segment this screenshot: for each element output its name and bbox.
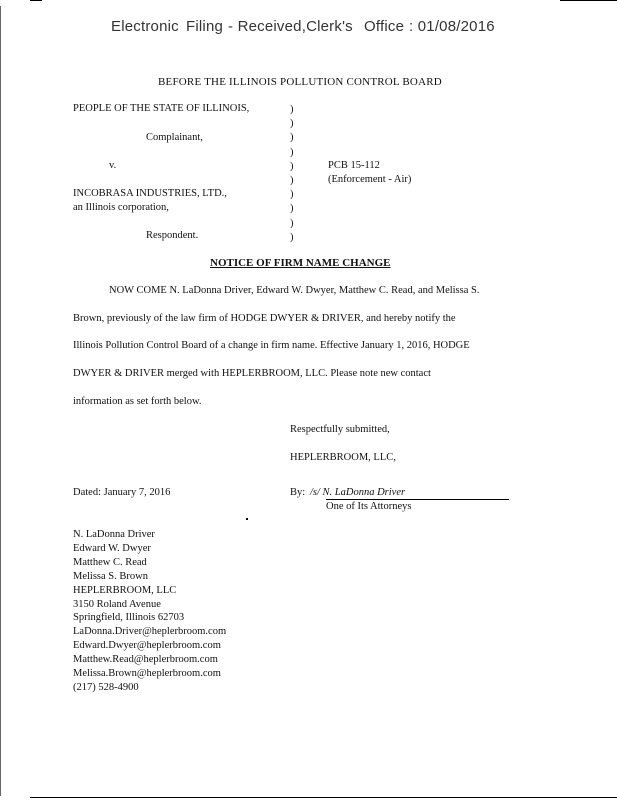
address-line: Springfield, Illinois 62703	[73, 612, 185, 624]
address-line: Melissa S. Brown	[73, 570, 148, 582]
address-line: Edward W. Dwyer	[73, 542, 151, 554]
case-type: (Enforcement - Air)	[328, 174, 412, 185]
paren: )	[290, 231, 294, 243]
paren: )	[290, 189, 294, 201]
address-line: HEPLERBROOM, LLC	[73, 584, 177, 596]
notice-title: NOTICE OF FIRM NAME CHANGE	[210, 257, 391, 269]
scan-edge-top-right	[560, 0, 617, 1]
paren: )	[290, 104, 294, 115]
stamp-office: Office	[364, 18, 405, 35]
respectfully-submitted: Respectfully submitted,	[290, 424, 390, 435]
address-block	[73, 528, 226, 695]
scan-edge-bottom	[30, 797, 617, 798]
attorneys-label: One of Its Attorneys	[326, 501, 412, 512]
body-line: Illinois Pollution Control Board of a change in firm name. Effective January 1, 2016, HODGE	[73, 340, 470, 351]
paren: )	[290, 203, 294, 215]
signature-line	[326, 499, 509, 500]
case-number: PCB 15-112	[328, 160, 380, 171]
paren: )	[290, 217, 294, 229]
email-line: LaDonna.Driver@heplerbroom.com	[73, 626, 227, 638]
email-line: Matthew.Read@heplerbroom.com	[73, 654, 218, 666]
scan-speck	[246, 518, 248, 520]
paren: )	[290, 118, 294, 130]
paren: )	[290, 132, 294, 144]
plaintiff-role: Complainant,	[146, 132, 203, 143]
dated-line: Dated: January 7, 2016	[73, 487, 171, 498]
paren: )	[290, 146, 294, 158]
stamp-date: : 01/08/2016	[409, 18, 495, 35]
address-line: Matthew C. Read	[73, 556, 147, 568]
body-line: information as set forth below.	[73, 396, 202, 407]
email-line: Melissa.Brown@heplerbroom.com	[73, 668, 221, 680]
stamp-filing: Filing	[186, 18, 224, 35]
plaintiff-name: PEOPLE OF THE STATE OF ILLINOIS,	[73, 103, 250, 114]
firm-name: HEPLERBROOM, LLC,	[290, 452, 396, 463]
stamp-electronic: Electronic	[111, 18, 179, 35]
signature: /s/ N. LaDonna Driver	[310, 487, 406, 498]
board-heading: BEFORE THE ILLINOIS POLLUTION CONTROL BOARD	[158, 76, 442, 88]
paren: )	[290, 175, 294, 187]
scan-edge-left	[0, 6, 1, 796]
body-line: Brown, previously of the law firm of HODGE DWYER & DRIVER, and hereby notify the	[73, 313, 456, 324]
defendant-name: INCOBRASA INDUSTRIES, LTD.,	[73, 188, 227, 199]
address-line: 3150 Roland Avenue	[73, 598, 161, 610]
defendant-role: Respondent.	[146, 230, 199, 241]
versus: v.	[109, 160, 117, 171]
address-line: N. LaDonna Driver	[73, 529, 155, 540]
stamp-received: - Received,Clerk's	[228, 18, 353, 35]
paren: )	[290, 160, 294, 172]
email-line: Edward.Dwyer@heplerbroom.com	[73, 640, 221, 652]
by-label: By:	[290, 487, 306, 498]
phone-line: (217) 528-4900	[73, 681, 139, 693]
caption-parentheses	[290, 103, 294, 245]
body-line: NOW COME N. LaDonna Driver, Edward W. Dwyer, Matthew C. Read, and Melissa S.	[109, 285, 480, 296]
scan-edge-top-left	[30, 0, 42, 1]
defendant-description: an Illinois corporation,	[73, 202, 169, 213]
body-line: DWYER & DRIVER merged with HEPLERBROOM, LLC. Please note new contact	[73, 368, 431, 379]
